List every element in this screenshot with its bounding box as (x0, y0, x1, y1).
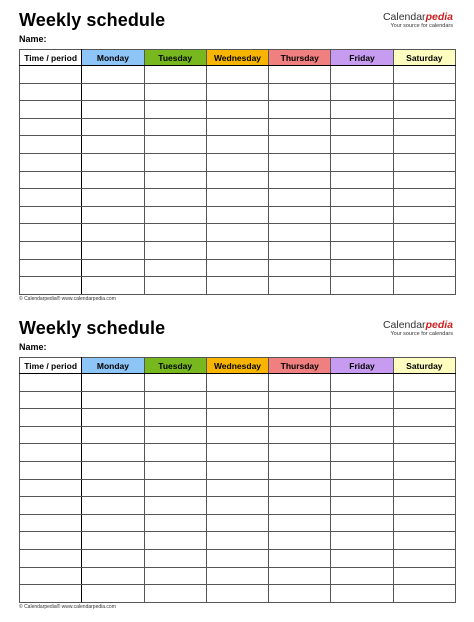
schedule-cell[interactable] (144, 462, 206, 480)
schedule-cell[interactable] (269, 83, 331, 101)
table-row (20, 189, 456, 207)
schedule-cell[interactable] (269, 259, 331, 277)
friday-header: Friday (331, 358, 393, 374)
schedule-cell[interactable] (206, 409, 268, 427)
schedule-cell[interactable] (331, 101, 393, 119)
schedule-cell[interactable] (82, 585, 144, 603)
schedule-cell[interactable] (269, 409, 331, 427)
schedule-cell[interactable] (206, 242, 268, 260)
schedule-cell[interactable] (82, 189, 144, 207)
schedule-cell[interactable] (206, 101, 268, 119)
schedule-cell[interactable] (82, 567, 144, 585)
schedule-cell[interactable] (393, 391, 455, 409)
schedule-cell[interactable] (82, 550, 144, 568)
time-cell[interactable] (20, 409, 82, 427)
schedule-cell[interactable] (82, 479, 144, 497)
brand-tagline: Your source for calendars (390, 331, 453, 337)
schedule-cell[interactable] (82, 154, 144, 172)
schedule-cell[interactable] (331, 374, 393, 392)
schedule-cell[interactable] (269, 391, 331, 409)
schedule-cell[interactable] (269, 462, 331, 480)
schedule-table (19, 49, 456, 295)
schedule-cell[interactable] (144, 444, 206, 462)
schedule-cell[interactable] (393, 242, 455, 260)
schedule-cell[interactable] (144, 374, 206, 392)
schedule-cell[interactable] (144, 514, 206, 532)
schedule-cell[interactable] (331, 206, 393, 224)
schedule-cell[interactable] (331, 224, 393, 242)
time-period-header: Time / period (20, 358, 82, 374)
schedule-cell[interactable] (393, 101, 455, 119)
schedule-cell[interactable] (82, 118, 144, 136)
table-row (20, 118, 456, 136)
schedule-cell[interactable] (82, 391, 144, 409)
table-row (20, 444, 456, 462)
schedule-cell[interactable] (331, 497, 393, 515)
monday-header: Monday (82, 358, 144, 374)
schedule-cell[interactable] (269, 136, 331, 154)
table-row (20, 497, 456, 515)
tuesday-header: Tuesday (144, 50, 206, 66)
name-label: Name: (19, 342, 47, 352)
brand-name-part1: Calendar (382, 319, 426, 331)
schedule-cell[interactable] (269, 497, 331, 515)
time-cell[interactable] (20, 259, 82, 277)
time-cell[interactable] (20, 391, 82, 409)
schedule-cell[interactable] (82, 374, 144, 392)
schedule-cell[interactable] (144, 585, 206, 603)
schedule-cell[interactable] (144, 259, 206, 277)
schedule-cell[interactable] (144, 154, 206, 172)
schedule-cell[interactable] (331, 444, 393, 462)
calendarpedia-logo (383, 11, 453, 30)
schedule-cell[interactable] (144, 136, 206, 154)
schedule-cell[interactable] (331, 426, 393, 444)
schedule-cell[interactable] (144, 118, 206, 136)
schedule-cell[interactable] (269, 171, 331, 189)
schedule-cell[interactable] (269, 118, 331, 136)
time-cell[interactable] (20, 66, 82, 84)
schedule-cell[interactable] (82, 224, 144, 242)
schedule-cell[interactable] (144, 101, 206, 119)
saturday-header: Saturday (393, 358, 455, 374)
name-label: Name: (19, 34, 47, 44)
table-row (20, 426, 456, 444)
schedule-cell[interactable] (393, 118, 455, 136)
schedule-cell[interactable] (269, 374, 331, 392)
time-cell[interactable] (20, 479, 82, 497)
schedule-cell[interactable] (82, 83, 144, 101)
schedule-cell[interactable] (144, 479, 206, 497)
time-cell[interactable] (20, 444, 82, 462)
schedule-cell[interactable] (331, 83, 393, 101)
time-cell[interactable] (20, 189, 82, 207)
schedule-cell[interactable] (82, 497, 144, 515)
schedule-cell[interactable] (206, 444, 268, 462)
brand-tagline: Your source for calendars (390, 23, 453, 29)
time-cell[interactable] (20, 497, 82, 515)
schedule-cell[interactable] (269, 585, 331, 603)
schedule-cell[interactable] (393, 426, 455, 444)
time-cell[interactable] (20, 136, 82, 154)
schedule-cell[interactable] (331, 550, 393, 568)
schedule-cell[interactable] (144, 224, 206, 242)
table-row (20, 154, 456, 172)
schedule-cell[interactable] (331, 154, 393, 172)
schedule-body (20, 66, 456, 295)
time-period-header: Time / period (20, 50, 82, 66)
schedule-cell[interactable] (206, 497, 268, 515)
schedule-cell[interactable] (393, 277, 455, 295)
time-cell[interactable] (20, 154, 82, 172)
schedule-cell[interactable] (331, 259, 393, 277)
schedule-cell[interactable] (206, 136, 268, 154)
schedule-cell[interactable] (331, 462, 393, 480)
wednesday-header: Wednesday (206, 358, 268, 374)
schedule-cell[interactable] (144, 409, 206, 427)
schedule-cell[interactable] (269, 224, 331, 242)
schedule-cell[interactable] (269, 277, 331, 295)
schedule-cell[interactable] (269, 479, 331, 497)
schedule-cell[interactable] (331, 585, 393, 603)
time-cell[interactable] (20, 171, 82, 189)
time-cell[interactable] (20, 514, 82, 532)
time-cell[interactable] (20, 101, 82, 119)
schedule-cell[interactable] (82, 532, 144, 550)
time-cell[interactable] (20, 277, 82, 295)
schedule-cell[interactable] (331, 66, 393, 84)
table-row (20, 585, 456, 603)
schedule-cell[interactable] (206, 154, 268, 172)
schedule-cell[interactable] (269, 154, 331, 172)
schedule-cell[interactable] (206, 514, 268, 532)
schedule-cell[interactable] (331, 479, 393, 497)
schedule-cell[interactable] (82, 409, 144, 427)
table-row (20, 171, 456, 189)
schedule-cell[interactable] (331, 242, 393, 260)
schedule-cell[interactable] (82, 444, 144, 462)
table-row (20, 409, 456, 427)
schedule-cell[interactable] (331, 171, 393, 189)
schedule-cell[interactable] (331, 391, 393, 409)
schedule-cell[interactable] (331, 118, 393, 136)
page-title: Weekly schedule (19, 318, 166, 338)
schedule-cell[interactable] (144, 206, 206, 224)
time-cell[interactable] (20, 426, 82, 444)
schedule-cell[interactable] (144, 550, 206, 568)
schedule-cell[interactable] (393, 585, 455, 603)
schedule-cell[interactable] (393, 171, 455, 189)
schedule-cell[interactable] (82, 259, 144, 277)
time-cell[interactable] (20, 585, 82, 603)
brand-name-part2: pedia (425, 319, 453, 331)
schedule-cell[interactable] (269, 567, 331, 585)
schedule-cell[interactable] (82, 136, 144, 154)
time-cell[interactable] (20, 242, 82, 260)
brand-name-part2: pedia (425, 11, 453, 23)
schedule-cell[interactable] (82, 277, 144, 295)
time-cell[interactable] (20, 374, 82, 392)
schedule-cell[interactable] (206, 189, 268, 207)
schedule-cell[interactable] (82, 171, 144, 189)
schedule-cell[interactable] (331, 277, 393, 295)
weekly-schedule-1 (0, 0, 474, 305)
schedule-cell[interactable] (393, 550, 455, 568)
schedule-cell[interactable] (393, 462, 455, 480)
schedule-cell[interactable] (393, 497, 455, 515)
time-cell[interactable] (20, 567, 82, 585)
schedule-cell[interactable] (206, 585, 268, 603)
schedule-cell[interactable] (206, 567, 268, 585)
copyright-footer: © Calendarpedia® www.calendarpedia.com (19, 604, 116, 610)
schedule-cell[interactable] (206, 550, 268, 568)
schedule-cell[interactable] (206, 259, 268, 277)
schedule-cell[interactable] (144, 66, 206, 84)
schedule-cell[interactable] (206, 426, 268, 444)
schedule-table (19, 357, 456, 603)
table-row (20, 66, 456, 84)
schedule-cell[interactable] (144, 242, 206, 260)
table-row (20, 242, 456, 260)
schedule-cell[interactable] (206, 479, 268, 497)
schedule-cell[interactable] (393, 136, 455, 154)
schedule-cell[interactable] (331, 409, 393, 427)
schedule-cell[interactable] (144, 567, 206, 585)
schedule-cell[interactable] (269, 550, 331, 568)
schedule-cell[interactable] (269, 426, 331, 444)
schedule-cell[interactable] (393, 83, 455, 101)
schedule-cell[interactable] (393, 532, 455, 550)
schedule-cell[interactable] (144, 83, 206, 101)
copyright-footer: © Calendarpedia® www.calendarpedia.com (19, 296, 116, 302)
schedule-cell[interactable] (206, 224, 268, 242)
schedule-cell[interactable] (82, 101, 144, 119)
saturday-header: Saturday (393, 50, 455, 66)
schedule-cell[interactable] (393, 444, 455, 462)
calendarpedia-logo (383, 319, 453, 338)
schedule-cell[interactable] (269, 532, 331, 550)
schedule-cell[interactable] (144, 426, 206, 444)
table-row (20, 83, 456, 101)
header-row (20, 50, 456, 66)
schedule-cell[interactable] (269, 514, 331, 532)
schedule-cell[interactable] (393, 189, 455, 207)
table-row (20, 136, 456, 154)
schedule-cell[interactable] (331, 514, 393, 532)
schedule-cell[interactable] (393, 206, 455, 224)
tuesday-header: Tuesday (144, 358, 206, 374)
table-row (20, 391, 456, 409)
table-row (20, 224, 456, 242)
schedule-cell[interactable] (82, 66, 144, 84)
weekly-schedule-2 (0, 308, 474, 613)
schedule-cell[interactable] (331, 189, 393, 207)
schedule-cell[interactable] (331, 567, 393, 585)
schedule-cell[interactable] (393, 224, 455, 242)
schedule-cell[interactable] (393, 259, 455, 277)
time-cell[interactable] (20, 206, 82, 224)
header-row (20, 358, 456, 374)
schedule-cell[interactable] (206, 532, 268, 550)
table-row (20, 462, 456, 480)
schedule-cell[interactable] (206, 118, 268, 136)
schedule-cell[interactable] (144, 189, 206, 207)
table-row (20, 479, 456, 497)
schedule-cell[interactable] (206, 277, 268, 295)
schedule-cell[interactable] (269, 444, 331, 462)
schedule-cell[interactable] (206, 374, 268, 392)
schedule-cell[interactable] (269, 189, 331, 207)
table-row (20, 567, 456, 585)
schedule-body (20, 374, 456, 603)
schedule-cell[interactable] (393, 479, 455, 497)
schedule-cell[interactable] (206, 462, 268, 480)
schedule-cell[interactable] (82, 514, 144, 532)
schedule-cell[interactable] (393, 567, 455, 585)
monday-header: Monday (82, 50, 144, 66)
time-cell[interactable] (20, 532, 82, 550)
schedule-cell[interactable] (269, 242, 331, 260)
schedule-cell[interactable] (144, 391, 206, 409)
table-row (20, 374, 456, 392)
schedule-cell[interactable] (144, 532, 206, 550)
time-cell[interactable] (20, 224, 82, 242)
schedule-cell[interactable] (393, 409, 455, 427)
schedule-cell[interactable] (144, 277, 206, 295)
schedule-cell[interactable] (269, 66, 331, 84)
time-cell[interactable] (20, 118, 82, 136)
table-row (20, 514, 456, 532)
schedule-cell[interactable] (393, 154, 455, 172)
schedule-cell[interactable] (144, 497, 206, 515)
time-cell[interactable] (20, 462, 82, 480)
table-row (20, 101, 456, 119)
table-row (20, 532, 456, 550)
table-row (20, 259, 456, 277)
schedule-cell[interactable] (393, 66, 455, 84)
time-cell[interactable] (20, 83, 82, 101)
schedule-cell[interactable] (331, 136, 393, 154)
schedule-cell[interactable] (82, 462, 144, 480)
schedule-cell[interactable] (269, 101, 331, 119)
thursday-header: Thursday (269, 358, 331, 374)
schedule-cell[interactable] (206, 171, 268, 189)
schedule-cell[interactable] (82, 242, 144, 260)
schedule-cell[interactable] (331, 532, 393, 550)
table-row (20, 206, 456, 224)
wednesday-header: Wednesday (206, 50, 268, 66)
schedule-cell[interactable] (393, 374, 455, 392)
time-cell[interactable] (20, 550, 82, 568)
friday-header: Friday (331, 50, 393, 66)
schedule-cell[interactable] (82, 206, 144, 224)
schedule-cell[interactable] (269, 206, 331, 224)
page-title: Weekly schedule (19, 10, 166, 30)
schedule-cell[interactable] (393, 514, 455, 532)
schedule-cell[interactable] (206, 391, 268, 409)
schedule-cell[interactable] (144, 171, 206, 189)
schedule-cell[interactable] (206, 66, 268, 84)
schedule-cell[interactable] (206, 206, 268, 224)
brand-name-part1: Calendar (382, 11, 426, 23)
thursday-header: Thursday (269, 50, 331, 66)
table-row (20, 277, 456, 295)
table-row (20, 550, 456, 568)
schedule-cell[interactable] (206, 83, 268, 101)
schedule-cell[interactable] (82, 426, 144, 444)
